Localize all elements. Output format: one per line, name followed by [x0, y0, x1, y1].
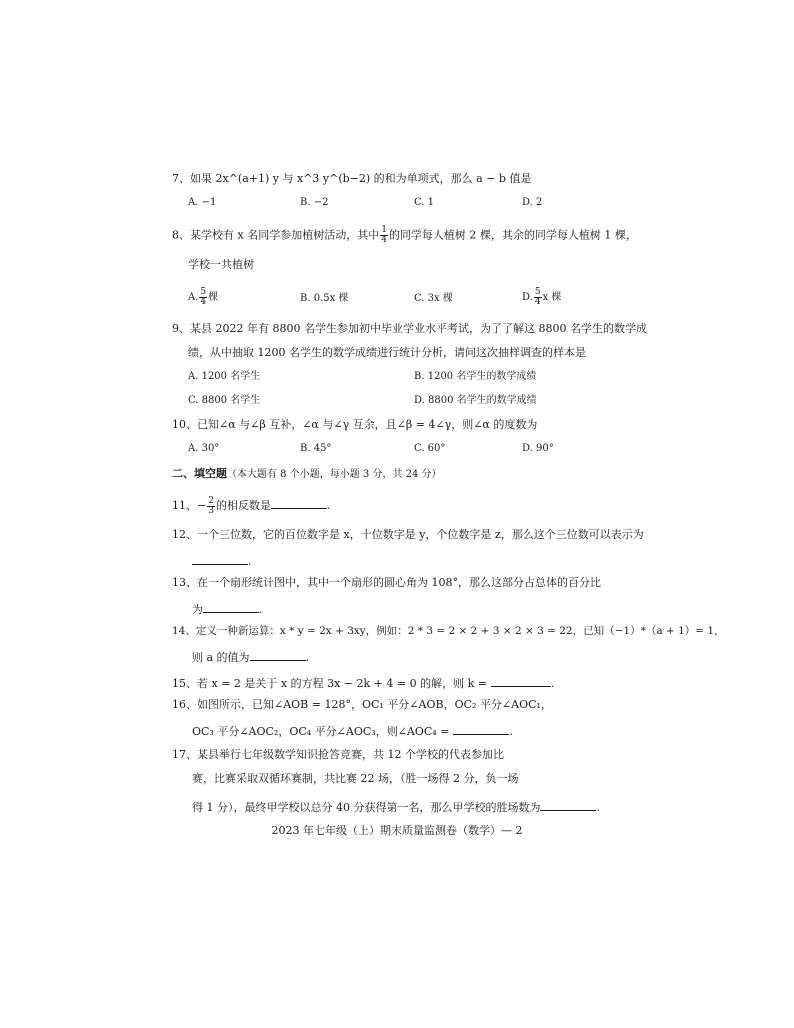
- q8-opt-a-num: 5: [200, 287, 207, 297]
- q8-opt-d-label: D.: [522, 292, 533, 303]
- q16-line2-text: OC₃ 平分∠AOC₂，OC₄ 平分∠AOC₃，则∠AOC₄ =: [192, 725, 450, 738]
- q15-text: 15、若 x = 2 是关于 x 的方程 3x − 2k + 4 = 0 的解，则 k =: [172, 677, 487, 690]
- q10-option-a: A. 30°: [188, 443, 220, 454]
- q14-stem-line2: [192, 648, 309, 665]
- q11-frac-num: 2: [208, 495, 214, 506]
- q16-end: .: [509, 725, 513, 738]
- q8-frac-num: 1: [381, 225, 387, 235]
- q7-stem: 7、如果 2x^(a+1) y 与 x^3 y^(b−2) 的和为单项式，那么 a − b 值是: [172, 172, 532, 185]
- q12-end: .: [248, 555, 252, 568]
- q17-stem-line1: 17、某县举行七年级数学知识抢答竞赛，共 12 个学校的代表参加比: [172, 748, 504, 761]
- q11-frac-den: 3: [208, 505, 214, 516]
- q11-text: 的相反数是: [215, 499, 271, 512]
- q12-stem-line1: 12、一个三位数，它的百位数字是 x，十位数字是 y，个位数字是 z，那么这个三位数可以表示为: [172, 528, 644, 541]
- q9-option-d: D. 8800 名学生的数学成绩: [414, 395, 537, 406]
- q17-end: .: [596, 801, 600, 814]
- q13-answer-blank: [203, 600, 259, 613]
- q10-option-b: B. 45°: [300, 443, 332, 454]
- q16-stem-line1: 16、如图所示，已知∠AOB = 128°，OC₁ 平分∠AOB，OC₂ 平分∠AOC₁，: [172, 698, 552, 711]
- q16-answer-blank: [453, 722, 509, 735]
- q8-opt-d-fraction: [534, 288, 542, 307]
- q14-line2-text: 则 a 的值为: [192, 651, 250, 664]
- q8-option-b: B. 0.5x 棵: [300, 293, 349, 304]
- q9-stem-line2: 绩，从中抽取 1200 名学生的数学成绩进行统计分析，请问这次抽样调查的样本是: [188, 346, 586, 359]
- q12-answer-line: [192, 552, 252, 569]
- q8-stem-line2: 学校一共植树: [188, 258, 254, 271]
- q8-stem: [172, 226, 637, 245]
- q17-stem-line3: [192, 798, 600, 815]
- q11-end: .: [326, 499, 331, 512]
- q14-end: .: [305, 651, 310, 664]
- q11-prefix: 11、−: [172, 499, 207, 512]
- q17-line3-text: 得 1 分），最终甲学校以总分 40 分获得第一名，那么甲学校的胜场数为: [192, 801, 541, 814]
- q8-frac-den: 4: [381, 235, 387, 245]
- q9-stem-line1: 9、某县 2022 年有 8800 名学生参加初中毕业学业水平考试，为了了解这 8800 名学生的数学成: [172, 322, 647, 335]
- q8-option-a: [188, 288, 218, 307]
- q9-option-b: B. 1200 名学生的数学成绩: [414, 371, 537, 382]
- q13-stem-line2: [192, 600, 263, 617]
- q8-option-d: [522, 288, 561, 307]
- q11-stem: [172, 496, 330, 516]
- q8-opt-d-num: 5: [534, 287, 541, 297]
- q17-stem-line2: 赛，比赛采取双循环赛制，共比赛 22 场，（胜一场得 2 分，负一场: [192, 772, 519, 785]
- q9-option-a: A. 1200 名学生: [188, 371, 261, 382]
- q10-stem: 10、已知∠α 与∠β 互补，∠α 与∠γ 互余，且∠β = 4∠γ，则∠α 的度数为: [172, 418, 538, 431]
- q17-answer-blank: [540, 798, 596, 811]
- q7-option-d: D. 2: [522, 197, 543, 208]
- q8-fraction: [380, 226, 388, 245]
- q9-option-c: C. 8800 名学生: [188, 395, 261, 406]
- q10-option-d: D. 90°: [522, 443, 554, 454]
- q13-end: .: [259, 603, 263, 616]
- q8-opt-a-fraction: [199, 288, 207, 307]
- q11-fraction: [207, 497, 215, 516]
- q13-stem-line1: 13、在一个扇形统计图中，其中一个扇形的圆心角为 108°，那么这部分占总体的百分比: [172, 576, 601, 589]
- q8-opt-d-unit: x 棵: [542, 292, 562, 303]
- q8-opt-d-den: 4: [534, 297, 541, 307]
- section2-title: 二、填空题: [172, 467, 227, 480]
- q8-opt-a-den: 4: [200, 297, 207, 307]
- q8-stem-post: 的同学每人植树 2 棵，其余的同学每人植树 1 棵，: [388, 228, 637, 242]
- section2-note: （本大题有 8 个小题，每小题 3 分，共 24 分）: [227, 469, 442, 480]
- q11-answer-blank: [271, 496, 327, 509]
- q8-opt-a-unit: 棵: [208, 292, 219, 303]
- q12-answer-blank: [192, 552, 248, 565]
- q8-option-c: C. 3x 棵: [414, 293, 453, 304]
- q8-stem-pre: 8、某学校有 x 名同学参加植树活动，其中: [172, 228, 380, 242]
- q15-stem: [172, 674, 554, 691]
- page-footer: 2023 年七年级（上）期末质量监测卷（数学）— 2: [271, 824, 523, 837]
- q15-answer-blank: [491, 674, 551, 687]
- q14-answer-blank: [250, 648, 306, 661]
- section2-header: [172, 467, 442, 482]
- q7-option-b: B. −2: [300, 197, 329, 208]
- q14-stem-line1: 14、定义一种新运算：x * y = 2x + 3xy，例如：2 * 3 = 2 × 2 + 3 × 2 × 3 = 22，已知（−1）*（a + 1）= 1，: [172, 625, 725, 637]
- q8-opt-a-label: A.: [188, 292, 199, 303]
- q15-end: .: [550, 677, 555, 690]
- q10-option-c: C. 60°: [414, 443, 446, 454]
- q7-option-a: A. −1: [188, 197, 217, 208]
- q13-line2-text: 为: [192, 603, 203, 616]
- q16-stem-line2: [192, 722, 513, 739]
- q7-option-c: C. 1: [414, 197, 435, 208]
